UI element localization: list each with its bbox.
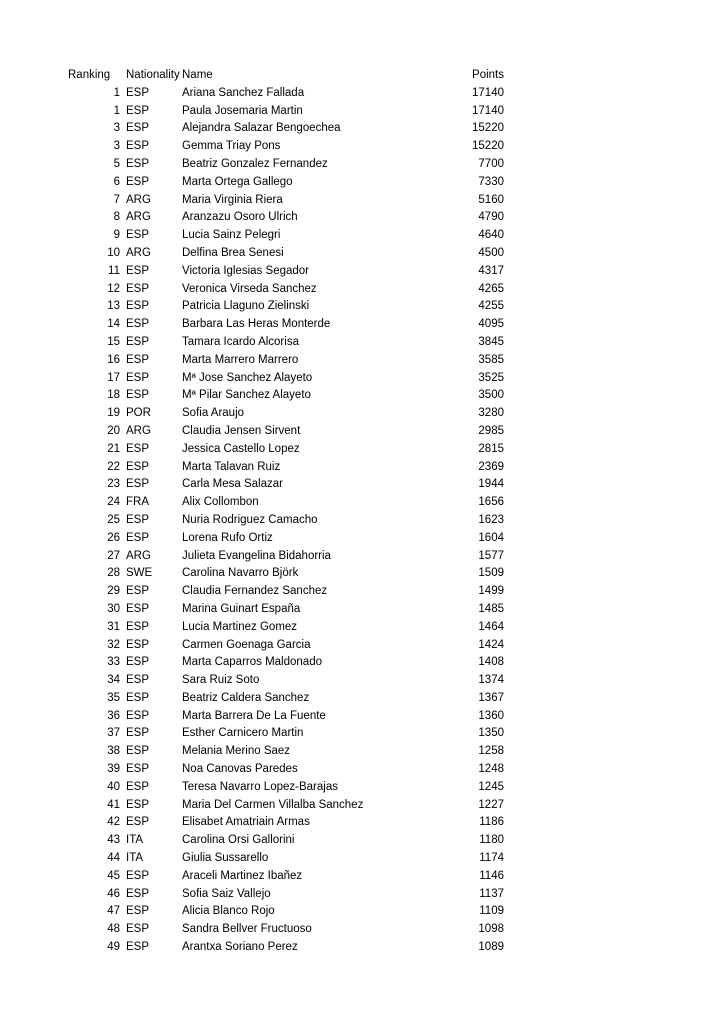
table-row — [68, 779, 504, 797]
ranking-cell: 49 — [107, 941, 120, 954]
nationality-cell: ARG — [126, 193, 151, 206]
ranking-cell: 30 — [107, 602, 120, 615]
nationality-cell: ESP — [126, 638, 150, 651]
table-row — [68, 921, 504, 939]
points-cell: 4265 — [478, 282, 504, 295]
name-cell: Maria Del Carmen Villalba Sanchez — [182, 798, 364, 811]
name-cell: Marta Barrera De La Fuente — [182, 709, 326, 722]
name-cell: Marina Guinart España — [182, 602, 301, 615]
ranking-cell: 33 — [107, 656, 120, 669]
points-cell: 1424 — [478, 638, 504, 651]
table-row — [68, 156, 504, 174]
ranking-cell: 10 — [107, 246, 120, 259]
ranking-cell: 24 — [107, 496, 120, 509]
table-row — [68, 494, 504, 512]
ranking-cell: 45 — [107, 869, 120, 882]
name-cell: Delfina Brea Senesi — [182, 246, 284, 259]
nationality-cell: ESP — [126, 371, 150, 384]
ranking-cell: 5 — [113, 157, 120, 170]
nationality-cell: ESP — [126, 442, 150, 455]
ranking-cell: 21 — [107, 442, 120, 455]
nationality-cell: ESP — [126, 887, 150, 900]
table-row — [68, 672, 504, 690]
name-cell: Elisabet Amatriain Armas — [182, 816, 310, 829]
nationality-cell: ESP — [126, 602, 150, 615]
nationality-cell: ARG — [126, 424, 151, 437]
name-cell: Carolina Orsi Gallorini — [182, 834, 295, 847]
name-cell: Alejandra Salazar Bengoechea — [182, 122, 341, 135]
name-cell: Beatriz Caldera Sanchez — [182, 691, 310, 704]
table-row — [68, 227, 504, 245]
ranking-cell: 28 — [107, 567, 120, 580]
ranking-table — [68, 67, 504, 957]
table-row — [68, 476, 504, 494]
points-cell: 1109 — [479, 905, 504, 918]
column-header-points: Points — [472, 69, 504, 81]
name-cell: Giulia Sussarello — [182, 852, 269, 865]
points-cell: 4317 — [478, 264, 504, 277]
ranking-cell: 3 — [113, 122, 120, 135]
points-cell: 2369 — [478, 460, 504, 473]
nationality-cell: ESP — [126, 175, 150, 188]
points-cell: 1408 — [478, 656, 504, 669]
ranking-cell: 11 — [108, 264, 120, 277]
name-cell: Barbara Las Heras Monterde — [182, 318, 331, 331]
nationality-cell: ARG — [126, 211, 151, 224]
ranking-cell: 48 — [107, 923, 120, 936]
points-cell: 1623 — [478, 513, 504, 526]
points-cell: 4095 — [478, 318, 504, 331]
points-cell: 1146 — [479, 869, 504, 882]
nationality-cell: FRA — [126, 496, 149, 509]
points-cell: 1174 — [479, 852, 504, 865]
nationality-cell: ESP — [126, 780, 150, 793]
table-row — [68, 459, 504, 477]
points-cell: 1485 — [478, 602, 504, 615]
points-cell: 1258 — [478, 745, 504, 758]
table-row — [68, 565, 504, 583]
ranking-cell: 9 — [113, 229, 120, 242]
name-cell: Paula Josemaria Martin — [182, 104, 303, 117]
table-row — [68, 441, 504, 459]
name-cell: Carolina Navarro Björk — [182, 567, 299, 580]
nationality-cell: ESP — [126, 104, 150, 117]
points-cell: 1089 — [478, 941, 504, 954]
nationality-cell: ITA — [126, 852, 144, 865]
nationality-cell: ESP — [126, 905, 150, 918]
ranking-cell: 3 — [113, 140, 120, 153]
name-cell: Esther Carnicero Martin — [182, 727, 304, 740]
points-cell: 1509 — [478, 567, 504, 580]
points-cell: 4790 — [478, 211, 504, 224]
ranking-cell: 25 — [107, 513, 120, 526]
name-cell: Melania Merino Saez — [182, 745, 291, 758]
name-cell: Carla Mesa Salazar — [182, 478, 283, 491]
name-cell: Marta Caparros Maldonado — [182, 656, 322, 669]
name-cell: Marta Marrero Marrero — [182, 353, 299, 366]
name-cell: Tamara Icardo Alcorisa — [182, 335, 299, 348]
points-cell: 1374 — [478, 674, 504, 687]
nationality-cell: ITA — [126, 834, 144, 847]
table-row — [68, 281, 504, 299]
nationality-cell: POR — [126, 407, 151, 420]
ranking-cell: 22 — [107, 460, 120, 473]
table-row — [68, 209, 504, 227]
name-cell: Nuria Rodriguez Camacho — [182, 513, 318, 526]
points-cell: 15220 — [472, 122, 504, 135]
table-row — [68, 725, 504, 743]
name-cell: Lorena Rufo Ortiz — [182, 531, 273, 544]
ranking-cell: 27 — [107, 549, 120, 562]
name-cell: Noa Canovas Paredes — [182, 763, 298, 776]
table-row — [68, 103, 504, 121]
name-cell: Aranzazu Osoro Ulrich — [182, 211, 298, 224]
ranking-cell: 38 — [107, 745, 120, 758]
column-header-nationality: Nationality — [126, 69, 180, 81]
table-row — [68, 298, 504, 316]
table-row — [68, 138, 504, 156]
table-row — [68, 743, 504, 761]
nationality-cell: ESP — [126, 656, 150, 669]
ranking-cell: 18 — [107, 389, 120, 402]
name-cell: Sandra Bellver Fructuoso — [182, 923, 312, 936]
nationality-cell: ARG — [126, 549, 151, 562]
table-row — [68, 601, 504, 619]
name-cell: Arantxa Soriano Perez — [182, 941, 298, 954]
points-cell: 1944 — [478, 478, 504, 491]
points-cell: 2815 — [478, 442, 504, 455]
points-cell: 1227 — [478, 798, 504, 811]
table-row — [68, 120, 504, 138]
points-cell: 1499 — [478, 585, 504, 598]
table-row — [68, 814, 504, 832]
ranking-cell: 14 — [107, 318, 120, 331]
nationality-cell: ARG — [126, 246, 151, 259]
name-cell: Alix Collombon — [182, 496, 259, 509]
name-cell: Veronica Virseda Sanchez — [182, 282, 317, 295]
ranking-cell: 29 — [107, 585, 120, 598]
table-row — [68, 868, 504, 886]
points-cell: 4640 — [478, 229, 504, 242]
points-cell: 3280 — [478, 407, 504, 420]
table-row — [68, 619, 504, 637]
ranking-cell: 34 — [107, 674, 120, 687]
table-row — [68, 245, 504, 263]
nationality-cell: ESP — [126, 923, 150, 936]
points-cell: 1248 — [478, 763, 504, 776]
name-cell: Maria Virginia Riera — [182, 193, 283, 206]
points-cell: 1186 — [479, 816, 504, 829]
ranking-cell: 47 — [107, 905, 120, 918]
nationality-cell: ESP — [126, 709, 150, 722]
ranking-cell: 32 — [107, 638, 120, 651]
name-cell: Araceli Martinez Ibañez — [182, 869, 303, 882]
points-cell: 1350 — [478, 727, 504, 740]
ranking-cell: 6 — [113, 175, 120, 188]
name-cell: Ariana Sanchez Fallada — [182, 86, 305, 99]
table-row — [68, 263, 504, 281]
table-row — [68, 637, 504, 655]
ranking-cell: 41 — [107, 798, 120, 811]
table-row — [68, 405, 504, 423]
points-cell: 3585 — [478, 353, 504, 366]
table-row — [68, 512, 504, 530]
table-row — [68, 85, 504, 103]
points-cell: 4500 — [478, 246, 504, 259]
ranking-cell: 31 — [107, 620, 120, 633]
points-cell: 1180 — [479, 834, 504, 847]
name-cell: Marta Talavan Ruiz — [182, 460, 281, 473]
table-row — [68, 708, 504, 726]
nationality-cell: ESP — [126, 869, 150, 882]
table-header-row — [68, 67, 504, 85]
nationality-cell: ESP — [126, 745, 150, 758]
points-cell: 1577 — [478, 549, 504, 562]
name-cell: Claudia Jensen Sirvent — [182, 424, 301, 437]
ranking-cell: 7 — [113, 193, 120, 206]
nationality-cell: ESP — [126, 353, 150, 366]
ranking-cell: 12 — [107, 282, 120, 295]
ranking-cell: 40 — [107, 780, 120, 793]
table-row — [68, 192, 504, 210]
nationality-cell: ESP — [126, 389, 150, 402]
ranking-cell: 8 — [113, 211, 120, 224]
nationality-cell: ESP — [126, 585, 150, 598]
name-cell: Carmen Goenaga Garcia — [182, 638, 311, 651]
name-cell: Mª Pilar Sanchez Alayeto — [182, 389, 311, 402]
nationality-cell: ESP — [126, 282, 150, 295]
ranking-cell: 17 — [107, 371, 120, 384]
nationality-cell: ESP — [126, 300, 150, 313]
table-row — [68, 316, 504, 334]
table-row — [68, 583, 504, 601]
name-cell: Lucia Sainz Pelegri — [182, 229, 281, 242]
nationality-cell: ESP — [126, 460, 150, 473]
points-cell: 1360 — [478, 709, 504, 722]
name-cell: Jessica Castello Lopez — [182, 442, 300, 455]
points-cell: 1098 — [478, 923, 504, 936]
ranking-cell: 42 — [107, 816, 120, 829]
table-row — [68, 370, 504, 388]
table-row — [68, 832, 504, 850]
table-row — [68, 903, 504, 921]
points-cell: 1367 — [478, 691, 504, 704]
ranking-cell: 13 — [107, 300, 120, 313]
points-cell: 3525 — [478, 371, 504, 384]
nationality-cell: ESP — [126, 86, 150, 99]
table-row — [68, 797, 504, 815]
ranking-cell: 15 — [107, 335, 120, 348]
ranking-cell: 23 — [107, 478, 120, 491]
nationality-cell: ESP — [126, 763, 150, 776]
points-cell: 2985 — [478, 424, 504, 437]
nationality-cell: ESP — [126, 620, 150, 633]
table-row — [68, 334, 504, 352]
ranking-cell: 20 — [107, 424, 120, 437]
nationality-cell: SWE — [126, 567, 153, 580]
points-cell: 1245 — [478, 780, 504, 793]
table-row — [68, 352, 504, 370]
name-cell: Sofia Araujo — [182, 407, 245, 420]
points-cell: 1604 — [478, 531, 504, 544]
nationality-cell: ESP — [126, 318, 150, 331]
ranking-cell: 26 — [107, 531, 120, 544]
ranking-cell: 39 — [107, 763, 120, 776]
nationality-cell: ESP — [126, 229, 150, 242]
name-cell: Teresa Navarro Lopez-Barajas — [182, 780, 338, 793]
table-body — [68, 85, 504, 957]
name-cell: Gemma Triay Pons — [182, 140, 281, 153]
ranking-cell: 36 — [107, 709, 120, 722]
name-cell: Lucia Martinez Gomez — [182, 620, 298, 633]
points-cell: 1656 — [478, 496, 504, 509]
name-cell: Beatriz Gonzalez Fernandez — [182, 157, 328, 170]
table-row — [68, 548, 504, 566]
table-row — [68, 690, 504, 708]
points-cell: 17140 — [472, 86, 504, 99]
nationality-cell: ESP — [126, 513, 150, 526]
points-cell: 1464 — [478, 620, 504, 633]
name-cell: Patricia Llaguno Zielinski — [182, 300, 310, 313]
points-cell: 15220 — [472, 140, 504, 153]
nationality-cell: ESP — [126, 264, 150, 277]
ranking-cell: 19 — [107, 407, 120, 420]
ranking-cell: 1 — [113, 104, 120, 117]
points-cell: 3500 — [478, 389, 504, 402]
name-cell: Victoria Iglesias Segador — [182, 264, 309, 277]
name-cell: Sofia Saiz Vallejo — [182, 887, 271, 900]
ranking-cell: 16 — [107, 353, 120, 366]
nationality-cell: ESP — [126, 674, 150, 687]
name-cell: Sara Ruiz Soto — [182, 674, 260, 687]
table-row — [68, 654, 504, 672]
points-cell: 7330 — [478, 175, 504, 188]
column-header-name: Name — [182, 69, 213, 81]
table-row — [68, 939, 504, 957]
ranking-cell: 44 — [107, 852, 120, 865]
ranking-cell: 46 — [107, 887, 120, 900]
name-cell: Julieta Evangelina Bidahorria — [182, 549, 331, 562]
nationality-cell: ESP — [126, 122, 150, 135]
name-cell: Marta Ortega Gallego — [182, 175, 293, 188]
name-cell: Mª Jose Sanchez Alayeto — [182, 371, 313, 384]
table-row — [68, 423, 504, 441]
table-row — [68, 850, 504, 868]
column-header-ranking: Ranking — [68, 69, 111, 81]
points-cell: 1137 — [479, 887, 504, 900]
ranking-cell: 43 — [107, 834, 120, 847]
points-cell: 5160 — [478, 193, 504, 206]
name-cell: Claudia Fernandez Sanchez — [182, 585, 328, 598]
nationality-cell: ESP — [126, 478, 150, 491]
ranking-cell: 35 — [107, 691, 120, 704]
nationality-cell: ESP — [126, 798, 150, 811]
ranking-cell: 1 — [113, 86, 120, 99]
nationality-cell: ESP — [126, 531, 150, 544]
nationality-cell: ESP — [126, 727, 150, 740]
nationality-cell: ESP — [126, 157, 150, 170]
points-cell: 7700 — [478, 157, 504, 170]
points-cell: 3845 — [478, 335, 504, 348]
nationality-cell: ESP — [126, 691, 150, 704]
table-row — [68, 761, 504, 779]
table-row — [68, 387, 504, 405]
nationality-cell: ESP — [126, 941, 150, 954]
nationality-cell: ESP — [126, 816, 150, 829]
table-row — [68, 174, 504, 192]
table-row — [68, 886, 504, 904]
table-row — [68, 530, 504, 548]
nationality-cell: ESP — [126, 335, 150, 348]
name-cell: Alicia Blanco Rojo — [182, 905, 275, 918]
nationality-cell: ESP — [126, 140, 150, 153]
points-cell: 4255 — [478, 300, 504, 313]
points-cell: 17140 — [472, 104, 504, 117]
ranking-cell: 37 — [107, 727, 120, 740]
